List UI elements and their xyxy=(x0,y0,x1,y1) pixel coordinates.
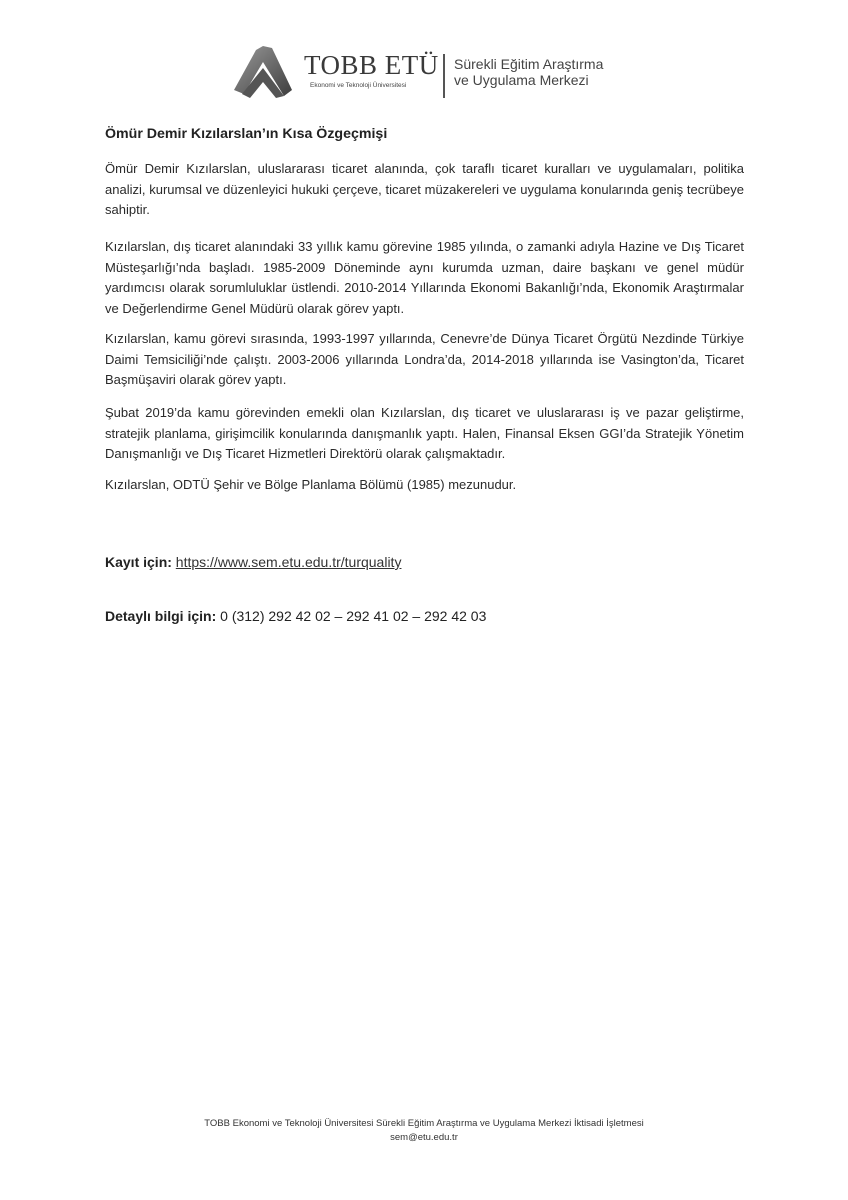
paragraph-current: Şubat 2019’da kamu görevinden emekli olan Kızılarslan, dış ticaret ve uluslararası iş ve pazar geliştirme, stratejik planlama, girişimcilik konularında danışmanlık yaptı. Halen, Finansal Eksen GGI’da Stratejik Yönetim Danışmanlığı ve Dış Ticaret Hizmetleri Direktörü olarak çalışmaktadır. xyxy=(105,405,744,461)
detail-label: Detaylı bilgi için: xyxy=(105,608,217,624)
brand-divider xyxy=(443,54,445,98)
paragraph-intro: Ömür Demir Kızılarslan, uluslararası ticaret alanında, çok taraflı ticaret kuralları ve uygulamaları, politika analizi, kurumsal ve düzenleyici hukuki çerçeve, ticaret müzakereleri ve uygulama konularında geniş tecrübeye sahiptir. xyxy=(105,161,744,217)
registration-label: Kayıt için: xyxy=(105,554,172,570)
center-name xyxy=(454,56,603,88)
registration-link[interactable]: https://www.sem.etu.edu.tr/turquality xyxy=(175,554,402,570)
footer-institution: TOBB Ekonomi ve Teknoloji Üniversitesi Sürekli Eğitim Araştırma ve Uygulama Merkezi İktisadi İşletmesi xyxy=(204,1118,644,1129)
brand-block xyxy=(304,50,454,89)
registration-line xyxy=(105,554,401,570)
detail-line xyxy=(105,608,486,624)
footer-email: sem@etu.edu.tr xyxy=(390,1132,458,1143)
brand-subtitle: Ekonomi ve Teknoloji Üniversitesi xyxy=(310,82,407,89)
brand-name: TOBB ETÜ xyxy=(304,50,439,80)
center-name-line1: Sürekli Eğitim Araştırma xyxy=(454,56,604,72)
paragraph-abroad: Kızılarslan, kamu görevi sırasında, 1993-1997 yıllarında, Cenevre’de Dünya Ticaret Örgütü Nezdinde Türkiye Daimi Temsiciliği’nde çalıştı. 2003-2006 yıllarında Londra’da, 2014-2018 yıllarında ise Vasington’da, Ticaret Başmüşaviri olarak görev yaptı. xyxy=(105,331,744,387)
tobb-etu-logo-icon xyxy=(232,44,294,100)
page-footer xyxy=(0,1117,848,1145)
detail-phones: 0 (312) 292 42 02 – 292 41 02 – 292 42 03 xyxy=(220,608,487,624)
paragraph-career: Kızılarslan, dış ticaret alanındaki 33 yıllık kamu görevine 1985 yılında, o zamanki adıyla Hazine ve Dış Ticaret Müsteşarlığı’nda başladı. 1985-2009 Döneminde aynı kurumda uzman, daire başkanı ve genel müdür yardımcısı olarak sorumluluklar üstlendi. 2010-2014 Yıllarında Ekonomi Bakanlığı’nda, Ekonomik Araştırmalar ve Değerlendirme Genel Müdürü olarak görev yaptı. xyxy=(105,239,744,316)
document-title: Ömür Demir Kızılarslan’ın Kısa Özgeçmişi xyxy=(105,126,388,142)
paragraph-education: Kızılarslan, ODTÜ Şehir ve Bölge Planlama Bölümü (1985) mezunudur. xyxy=(105,477,517,492)
page-header xyxy=(232,44,632,106)
center-name-line2: ve Uygulama Merkezi xyxy=(454,72,589,88)
